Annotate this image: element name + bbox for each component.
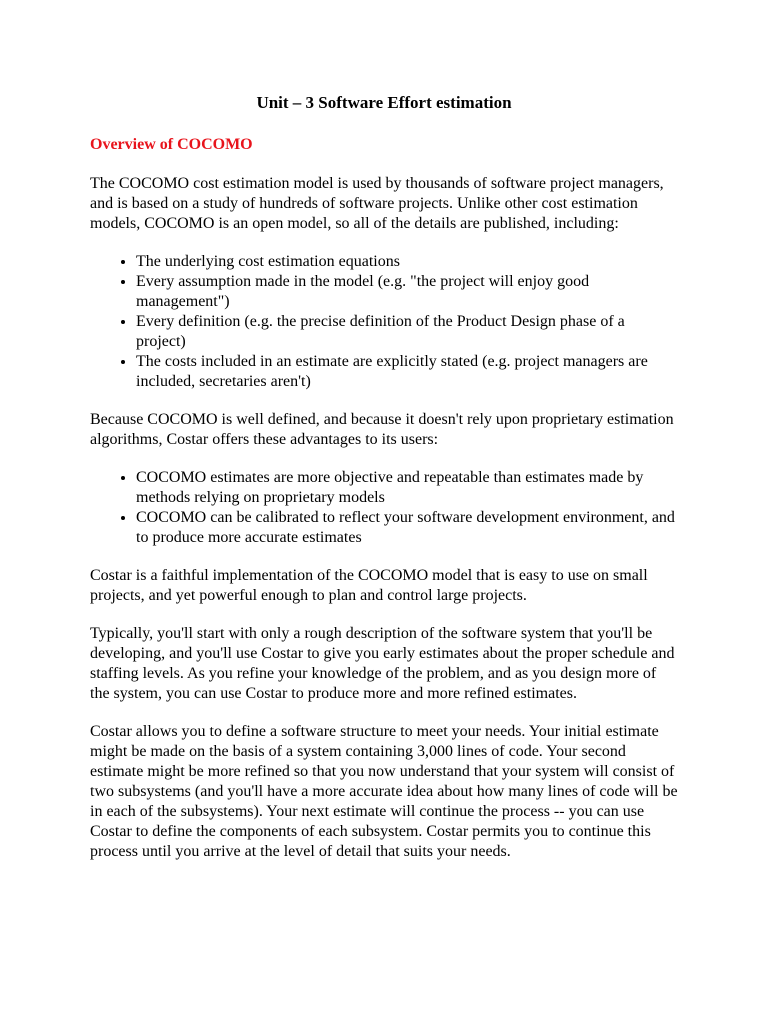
paragraph-advantages-intro: Because COCOMO is well defined, and because it doesn't rely upon proprietary estimation algorithms, Costar offers these advantages to its users: bbox=[90, 411, 674, 448]
list-item: • The underlying cost estimation equations bbox=[136, 252, 678, 272]
list-item: • COCOMO estimates are more objective and repeatable than estimates made by methods relying on proprietary models bbox=[136, 468, 678, 508]
paragraph-intro: The COCOMO cost estimation model is used by thousands of software project managers, and is based on a study of hundreds of software projects. Unlike other cost estimation models, COCOMO is an open model, so all of the details are published, including: bbox=[90, 175, 664, 232]
paragraph-typical-usage: Typically, you'll start with only a rough description of the software system that you'll be developing, and you'll use Costar to give you early estimates about the proper schedule and staffing levels. As you refine your knowledge of the problem, and as you design more of the system, you can use Costar to produce more and more refined estimates. bbox=[90, 625, 675, 702]
list-item: • The costs included in an estimate are explicitly stated (e.g. project managers are included, secretaries aren't) bbox=[136, 352, 678, 392]
list-item: • COCOMO can be calibrated to reflect your software development environment, and to produce more accurate estimates bbox=[136, 508, 678, 548]
list-item: • Every definition (e.g. the precise definition of the Product Design phase of a project) bbox=[136, 312, 678, 352]
page-title: Unit – 3 Software Effort estimation bbox=[256, 93, 512, 112]
bullet-list-published-details bbox=[90, 252, 678, 392]
paragraph-costar-implementation: Costar is a faithful implementation of the COCOMO model that is easy to use on small projects, and yet powerful enough to plan and control large projects. bbox=[90, 567, 648, 604]
section-heading: Overview of COCOMO bbox=[90, 136, 253, 153]
paragraph-software-structure: Costar allows you to define a software structure to meet your needs. Your initial estimate might be made on the basis of a system containing 3,000 lines of code. Your second estimate might be more refined so that you now understand that your system will consist of two subsystems (and you'll have a more accurate idea about how many lines of code will be in each of the subsystems). Your next estimate will continue the process -- you can use Costar to define the components of each subsystem. Costar permits you to continue this process until you arrive at the level of detail that suits your needs. bbox=[90, 723, 678, 860]
list-item: • Every assumption made in the model (e.g. "the project will enjoy good management") bbox=[136, 272, 678, 312]
bullet-list-advantages bbox=[90, 468, 678, 548]
